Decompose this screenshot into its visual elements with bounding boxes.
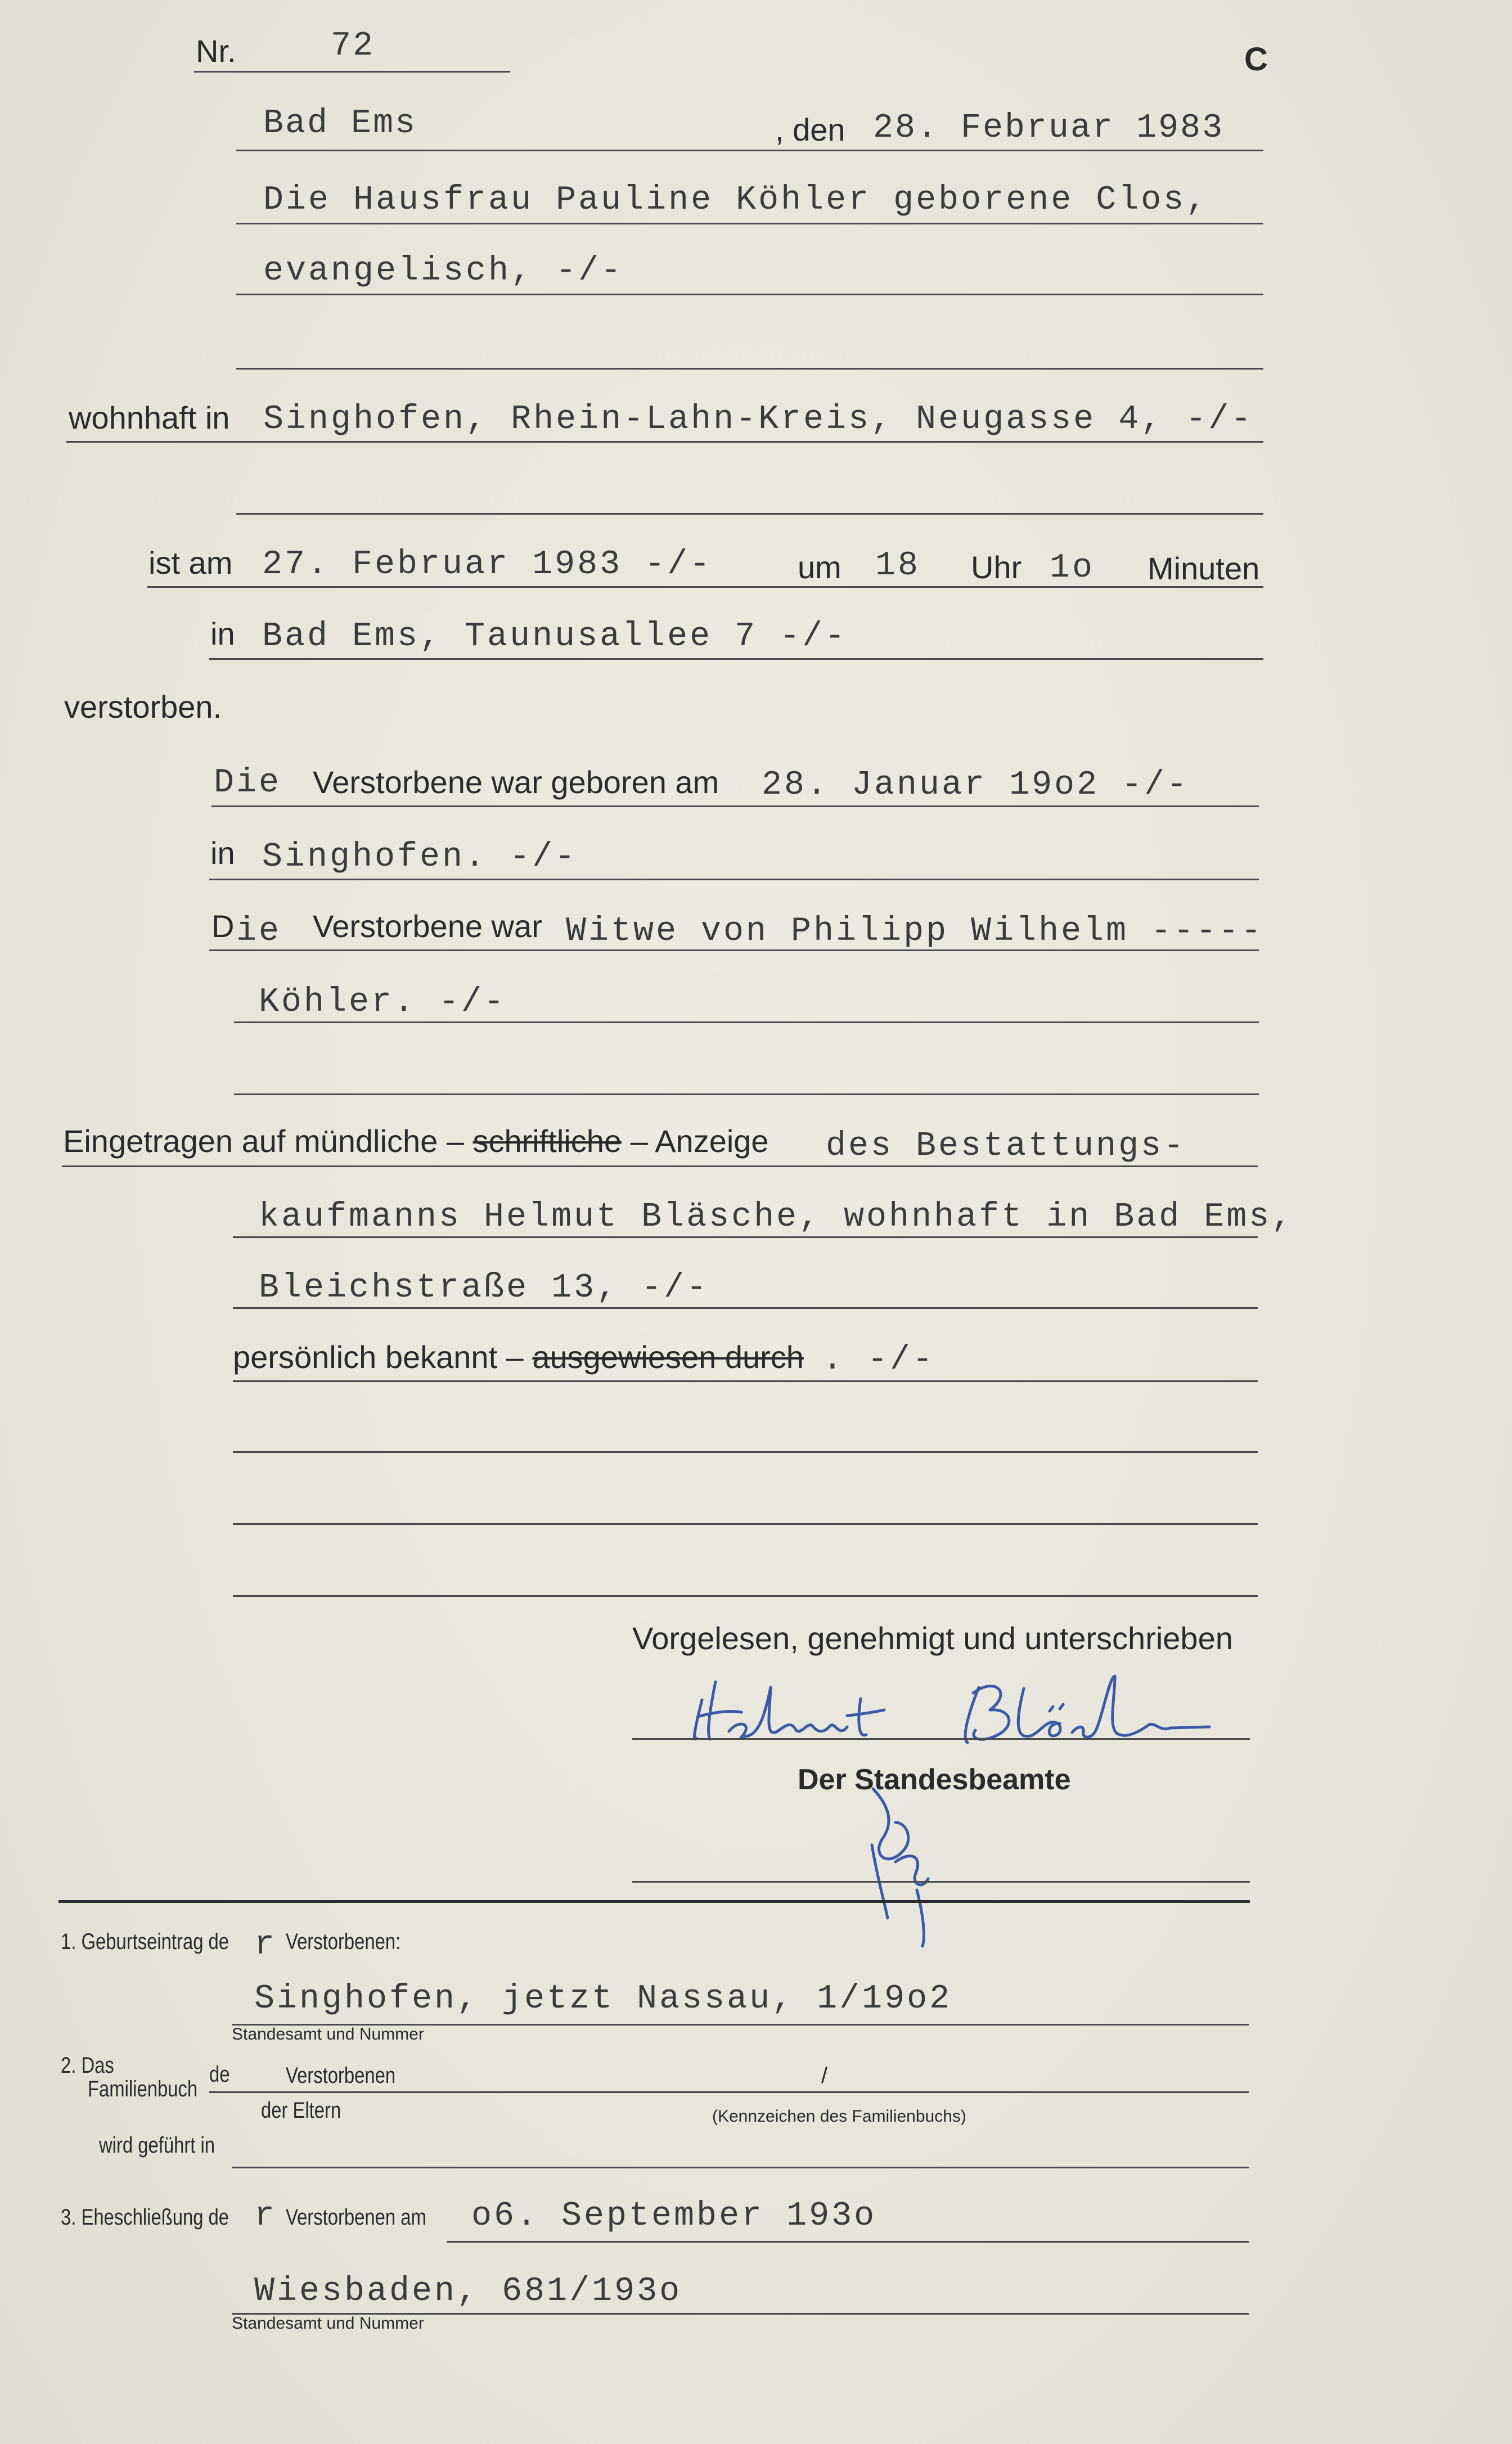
status-value-2: Köhler. -/- xyxy=(259,983,507,1021)
official-label: Der Standesbeamte xyxy=(798,1763,1071,1796)
registration-underline-3 xyxy=(233,1307,1258,1309)
registration-label-prefix xyxy=(63,1123,769,1159)
death-date: 27. Februar 1983 -/- xyxy=(262,546,713,584)
status-underline-2 xyxy=(234,1021,1259,1023)
death-time-underline xyxy=(147,586,1263,588)
family-de: de xyxy=(209,2062,230,2087)
registration-value-2: kaufmanns Helmut Bläsche, wohnhaft in Bad Ems, xyxy=(259,1198,1294,1236)
den-label: , den xyxy=(775,112,845,147)
minuten-label: Minuten xyxy=(1148,551,1260,586)
birth-date-underline xyxy=(212,805,1259,807)
marriage-date-underline xyxy=(447,2241,1249,2243)
blank-underline-1 xyxy=(233,1451,1258,1453)
family-book-label-1: 2. Das xyxy=(61,2053,114,2078)
place-of-registration: Bad Ems xyxy=(263,105,417,143)
nr-value: 72 xyxy=(331,27,375,65)
registration-prefix-text: Eingetragen auf mündliche – xyxy=(63,1123,464,1159)
birth-die-typed: Die xyxy=(214,764,282,802)
family-gefuehrt-underline xyxy=(232,2167,1249,2168)
family-book-underline xyxy=(209,2091,1249,2093)
residence-value: Singhofen, Rhein-Lahn-Kreis, Neugasse 4, -/- xyxy=(263,400,1254,439)
known-struck-text: ausgewiesen durch xyxy=(532,1339,804,1375)
person-line-1: Die Hausfrau Pauline Köhler geborene Clos, xyxy=(263,181,1209,219)
person-underline-2 xyxy=(236,294,1263,295)
death-place: Bad Ems, Taunusallee 7 -/- xyxy=(262,618,848,656)
registration-struck-text: schriftliche xyxy=(472,1123,622,1159)
marriage-caption: Standesamt und Nummer xyxy=(232,2314,424,2333)
family-der-eltern: der Eltern xyxy=(261,2098,341,2123)
birth-date: 28. Januar 19o2 -/- xyxy=(762,766,1190,804)
family-gefuehrt: wird geführt in xyxy=(99,2133,215,2158)
birth-entry-value: Singhofen, jetzt Nassau, 1/19o2 xyxy=(254,1980,952,2018)
marriage-r: r xyxy=(254,2197,277,2235)
registration-underline-1 xyxy=(62,1165,1258,1167)
um-label: um xyxy=(798,550,842,585)
residence-underline xyxy=(66,441,1263,443)
nr-label: Nr. xyxy=(196,33,236,69)
verstorben-label: verstorben. xyxy=(64,689,222,724)
ist-am-label: ist am xyxy=(148,545,233,580)
person-underline-3 xyxy=(236,368,1263,370)
registration-suffix-text: – Anzeige xyxy=(630,1123,769,1159)
registration-underline-2 xyxy=(233,1236,1258,1238)
death-place-underline xyxy=(209,658,1263,660)
status-underline-1 xyxy=(209,949,1259,951)
birth-place: Singhofen. -/- xyxy=(262,838,578,876)
residence-underline-2 xyxy=(236,513,1263,515)
registration-value-1: des Bestattungs- xyxy=(826,1127,1186,1165)
signature-scribbles xyxy=(675,1654,1226,1969)
birth-entry-label: 1. Geburtseintrag de xyxy=(61,1929,230,1954)
place-underline xyxy=(236,150,1263,151)
birth-entry-r: r xyxy=(254,1926,277,1964)
uhr-label: Uhr xyxy=(971,550,1022,585)
known-label-text: persönlich bekannt – xyxy=(233,1339,524,1375)
status-ie-typed: ie xyxy=(236,912,282,951)
person-line-2: evangelisch, -/- xyxy=(263,252,624,290)
marriage-date: o6. September 193o xyxy=(471,2197,877,2235)
known-label xyxy=(233,1339,804,1375)
death-minutes: 1o xyxy=(1050,549,1095,587)
death-in-label: in xyxy=(210,616,235,651)
nr-underline xyxy=(194,71,510,73)
birth-label: Verstorbene war geboren am xyxy=(313,764,719,800)
signature-line-declarant xyxy=(632,1738,1250,1740)
known-value: . -/- xyxy=(822,1341,935,1379)
family-kennzeichen: (Kennzeichen des Familienbuchs) xyxy=(712,2107,966,2126)
signature-line-official xyxy=(632,1881,1250,1883)
residence-label: wohnhaft in xyxy=(69,400,230,435)
marriage-place: Wiesbaden, 681/193o xyxy=(254,2272,682,2311)
birth-entry-label-2: Verstorbenen: xyxy=(286,1929,401,1954)
family-slash: / xyxy=(821,2063,828,2088)
registration-date: 28. Februar 1983 xyxy=(873,109,1225,147)
known-underline xyxy=(233,1380,1258,1382)
closing-text: Vorgelesen, genehmigt und unterschrieben xyxy=(632,1621,1233,1656)
blank-underline-3 xyxy=(233,1595,1258,1597)
status-label: Verstorbene war xyxy=(313,908,542,944)
marriage-label: 3. Eheschließung de xyxy=(61,2205,230,2230)
death-hour: 18 xyxy=(875,547,921,585)
birth-place-underline xyxy=(209,879,1259,880)
birth-entry-caption: Standesamt und Nummer xyxy=(232,2025,424,2044)
person-underline-1 xyxy=(236,223,1263,224)
corner-letter: C xyxy=(1244,41,1268,78)
registration-value-3: Bleichstraße 13, -/- xyxy=(259,1269,709,1307)
status-underline-3 xyxy=(234,1093,1259,1095)
footer-divider xyxy=(58,1900,1250,1903)
family-book-label-2: Familienbuch xyxy=(88,2077,198,2101)
birth-in-label: in xyxy=(210,835,235,871)
blank-underline-2 xyxy=(233,1523,1258,1525)
family-verstorbenen: Verstorbenen xyxy=(286,2063,396,2088)
status-d-label: D xyxy=(212,908,235,944)
status-value-1: Witwe von Philipp Wilhelm ----- xyxy=(566,912,1264,951)
marriage-label-2: Verstorbenen am xyxy=(286,2205,426,2230)
